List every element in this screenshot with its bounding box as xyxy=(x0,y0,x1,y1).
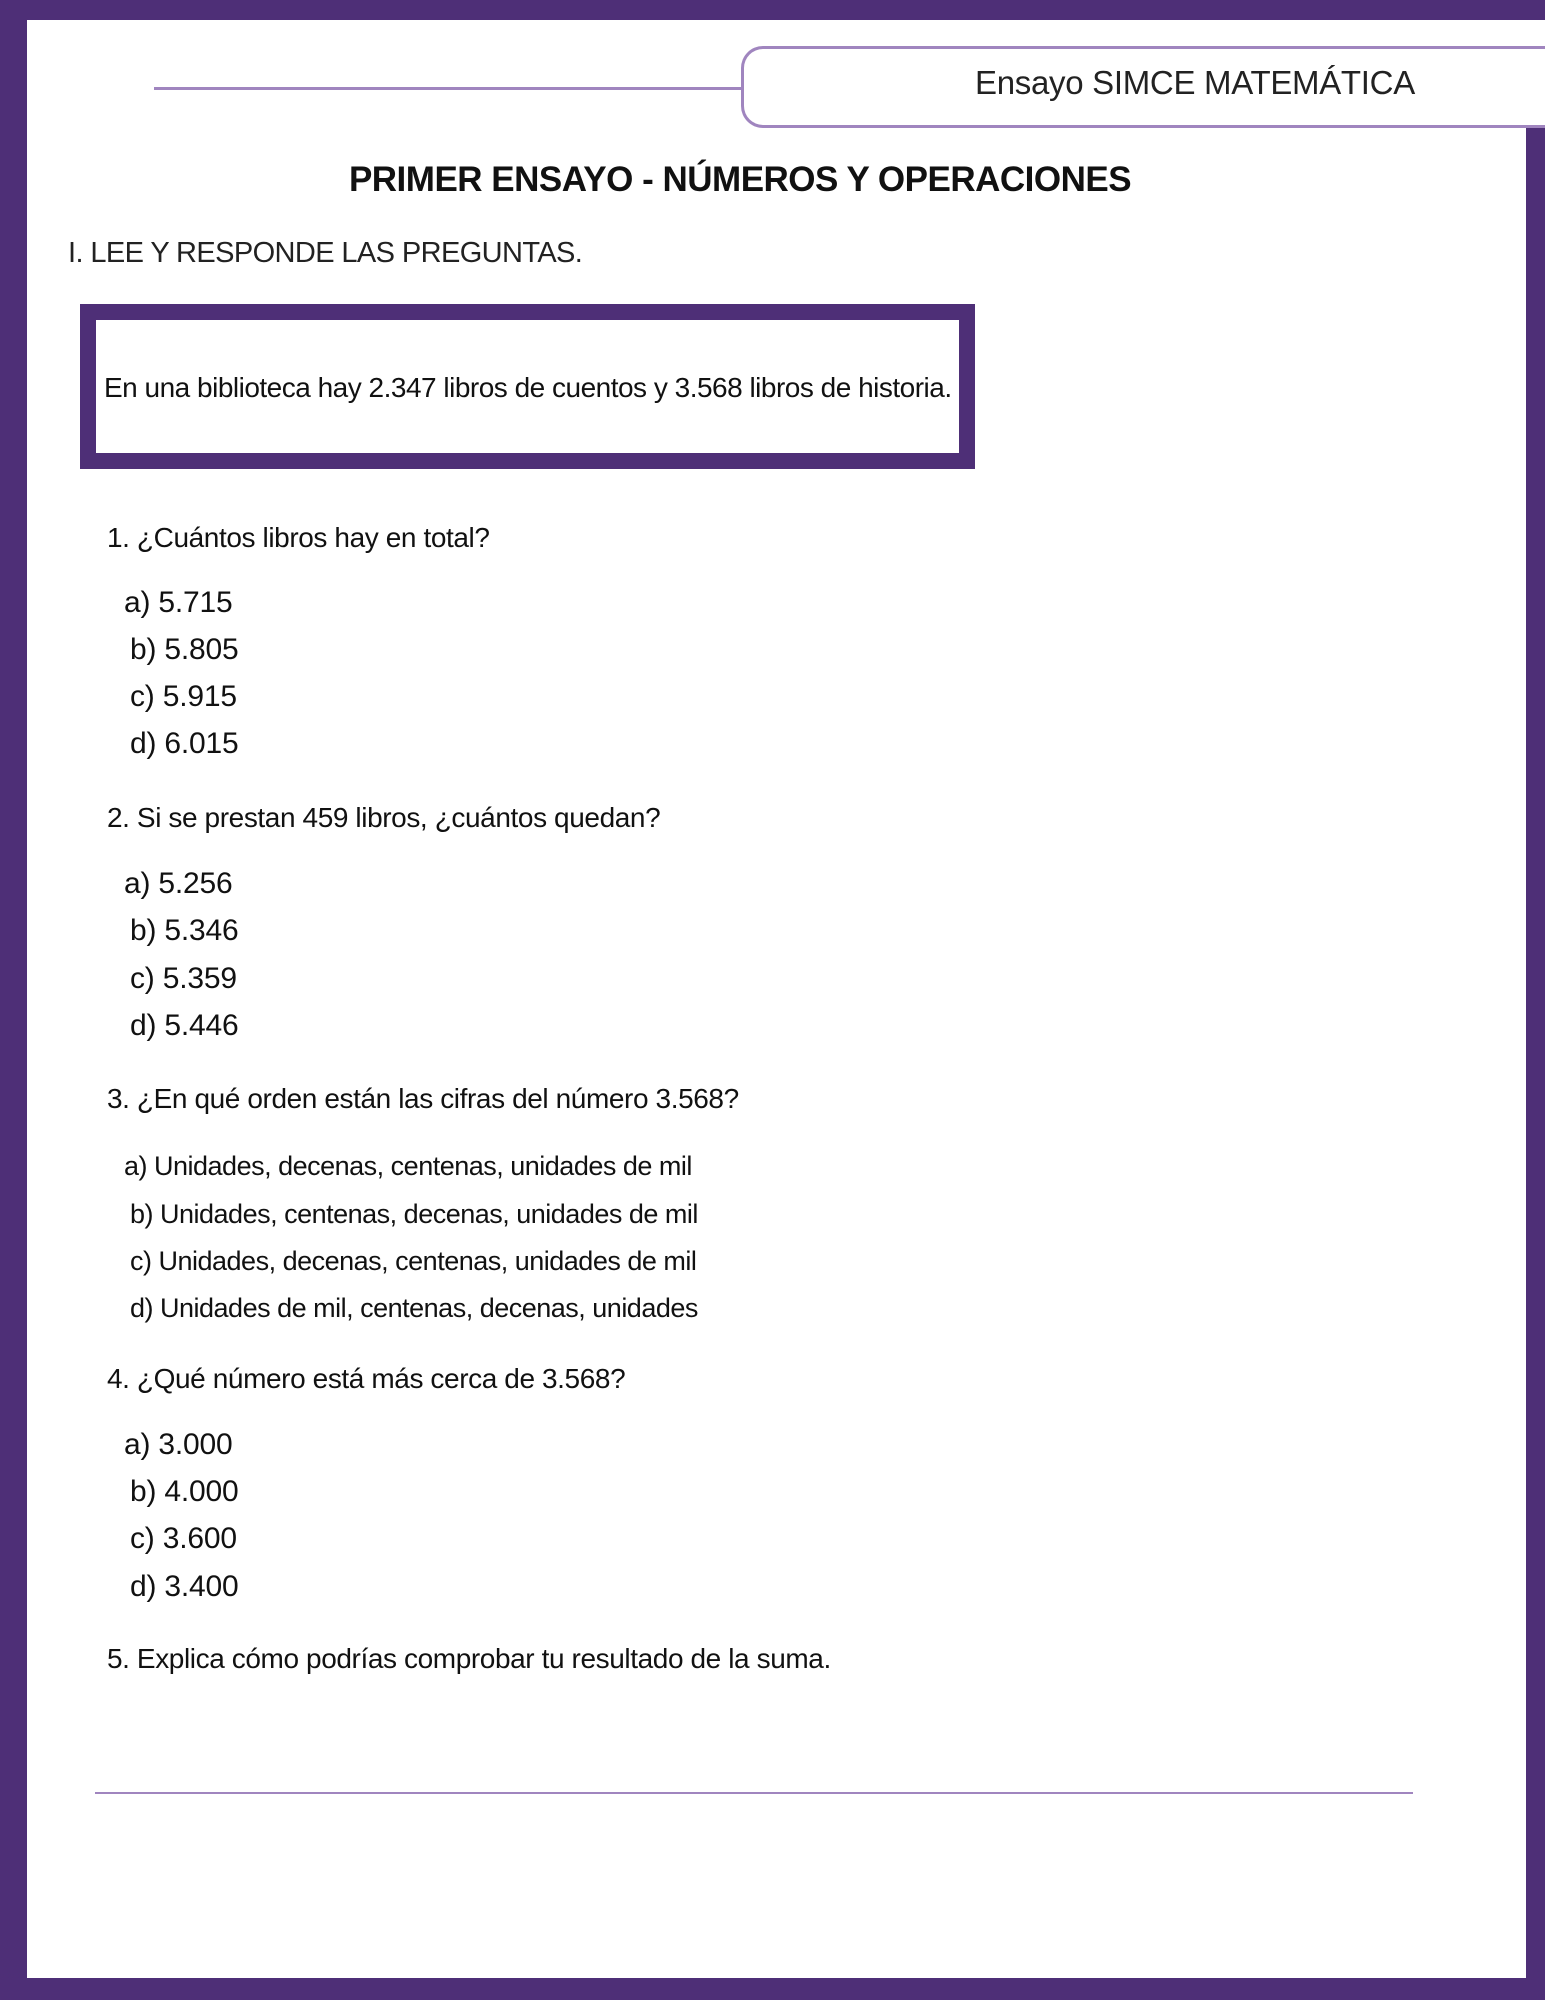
question-1: 1. ¿Cuántos libros hay en total? xyxy=(107,522,490,553)
question-3-option-b[interactable]: b) Unidades, centenas, decenas, unidades de mil xyxy=(130,1199,698,1229)
question-3-option-a[interactable]: a) Unidades, decenas, centenas, unidades de mil xyxy=(124,1151,692,1181)
question-1-option-c[interactable]: c) 5.915 xyxy=(130,680,237,713)
question-2: 2. Si se prestan 459 libros, ¿cuántos quedan? xyxy=(107,802,661,833)
page-frame-bottom xyxy=(0,1978,1545,2000)
question-5: 5. Explica cómo podrías comprobar tu resultado de la suma. xyxy=(107,1643,831,1674)
page-frame-right xyxy=(1526,118,1545,2000)
question-2-option-c[interactable]: c) 5.359 xyxy=(130,962,237,995)
header-title: Ensayo SIMCE MATEMÁTICA xyxy=(975,64,1415,101)
question-4-option-b[interactable]: b) 4.000 xyxy=(130,1475,239,1508)
section-heading: I. LEE Y RESPONDE LAS PREGUNTAS. xyxy=(68,237,583,269)
question-1-option-a[interactable]: a) 5.715 xyxy=(124,586,233,619)
page-frame-left xyxy=(0,0,27,2000)
question-3: 3. ¿En qué orden están las cifras del número 3.568? xyxy=(107,1083,739,1114)
page-frame-top xyxy=(0,0,1545,20)
question-2-option-b[interactable]: b) 5.346 xyxy=(130,914,239,947)
question-3-option-c[interactable]: c) Unidades, decenas, centenas, unidades de mil xyxy=(130,1246,697,1276)
question-1-option-b[interactable]: b) 5.805 xyxy=(130,633,239,666)
question-4-option-a[interactable]: a) 3.000 xyxy=(124,1428,233,1461)
context-text: En una biblioteca hay 2.347 libros de cuentos y 3.568 libros de historia. xyxy=(104,372,952,403)
header-rule xyxy=(154,87,744,90)
footer-rule xyxy=(95,1792,1413,1794)
question-1-option-d[interactable]: d) 6.015 xyxy=(130,727,239,760)
question-4-option-d[interactable]: d) 3.400 xyxy=(130,1570,239,1603)
question-2-option-d[interactable]: d) 5.446 xyxy=(130,1009,239,1042)
page-title: PRIMER ENSAYO - NÚMEROS Y OPERACIONES xyxy=(348,160,1132,199)
question-4-option-c[interactable]: c) 3.600 xyxy=(130,1522,237,1555)
question-4: 4. ¿Qué número está más cerca de 3.568? xyxy=(107,1363,626,1394)
question-2-option-a[interactable]: a) 5.256 xyxy=(124,867,233,900)
question-3-option-d[interactable]: d) Unidades de mil, centenas, decenas, unidades xyxy=(130,1293,698,1323)
